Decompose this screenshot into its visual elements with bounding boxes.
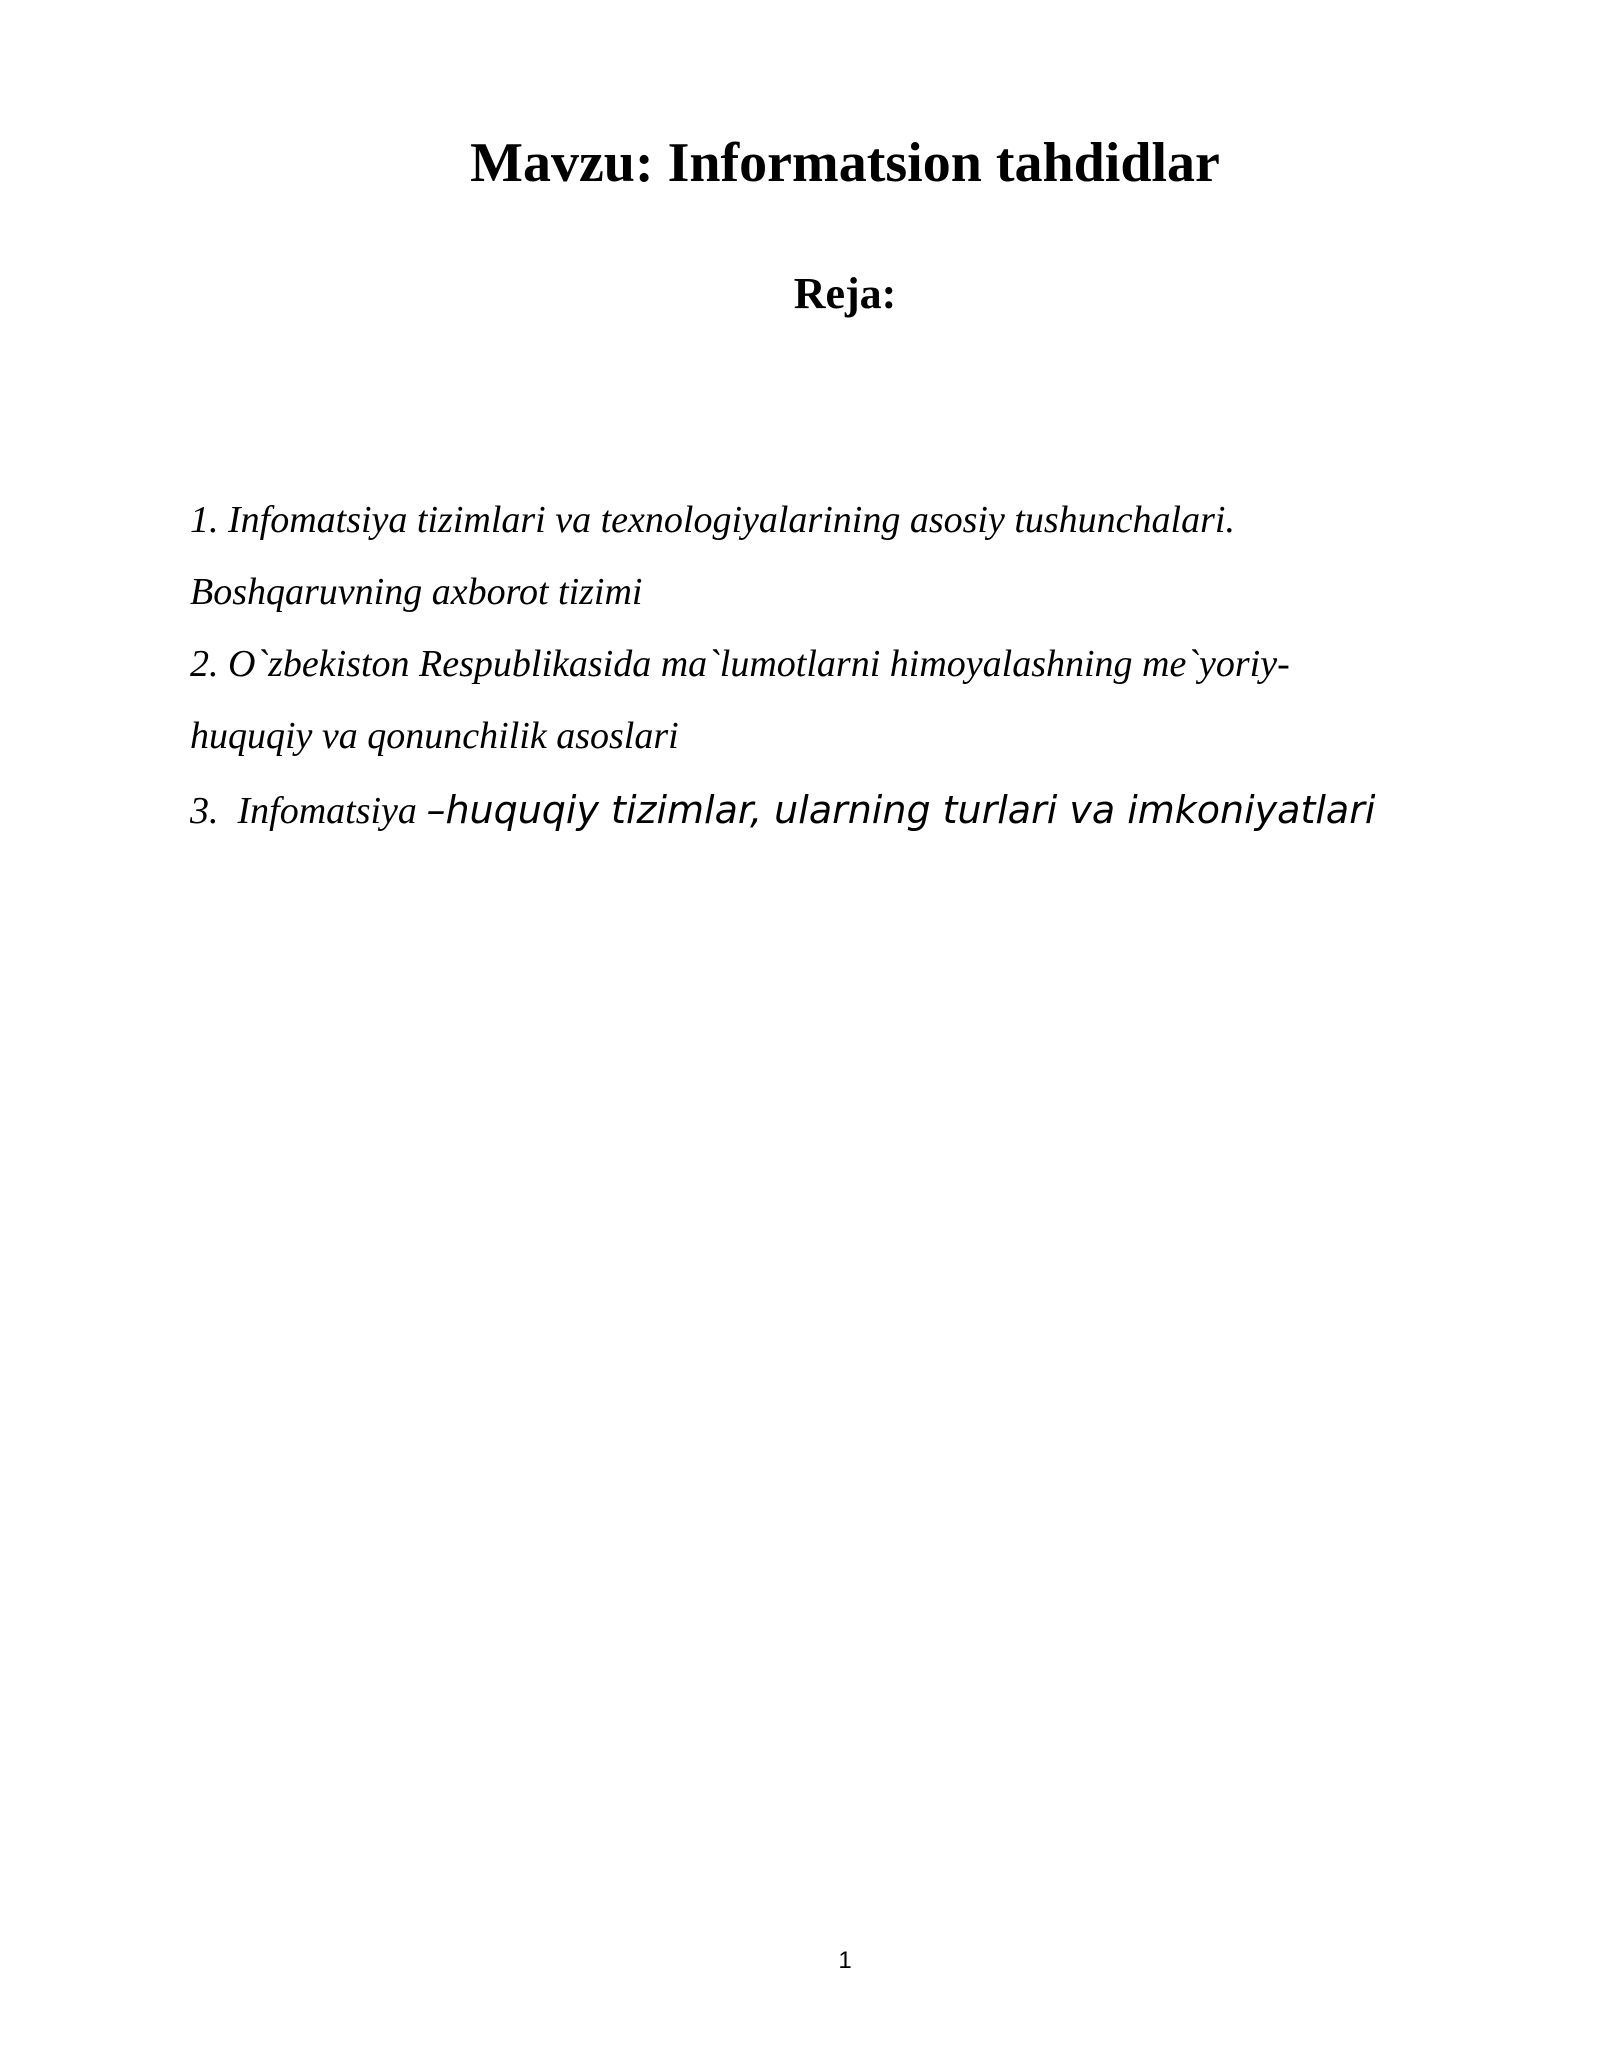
page-number: 1 <box>838 1947 852 1974</box>
plan-item-2 <box>190 628 1450 772</box>
plan-item-1-line-1: 1. Infomatsiya tizimlari va texnologiyalarining asosiy tushunchalari. <box>190 499 1235 541</box>
plan-item-3-serif-text: 3. Infomatsiya <box>190 790 427 832</box>
plan-item-1-line-2: Boshqaruvning axborot tizimi <box>190 571 643 613</box>
plan-heading: Reja: <box>793 269 897 318</box>
plan-item-3-line-1 <box>190 772 1450 848</box>
plan-item-2-line-2: huquqiy va qonunchilik asoslari <box>190 715 679 757</box>
plan-list <box>190 484 1450 848</box>
plan-item-2-line-1: 2. O`zbekiston Respublikasida ma`lumotlarni himoyalashning me`yoriy- <box>190 643 1290 685</box>
plan-item-1 <box>190 484 1450 628</box>
plan-item-3-sans-text: –huquqiy tizimlar, ularning turlari va imkoniyatlari <box>426 788 1376 832</box>
plan-item-3 <box>190 772 1450 848</box>
document-title: Mavzu: Informatsion tahdidlar <box>470 132 1220 194</box>
